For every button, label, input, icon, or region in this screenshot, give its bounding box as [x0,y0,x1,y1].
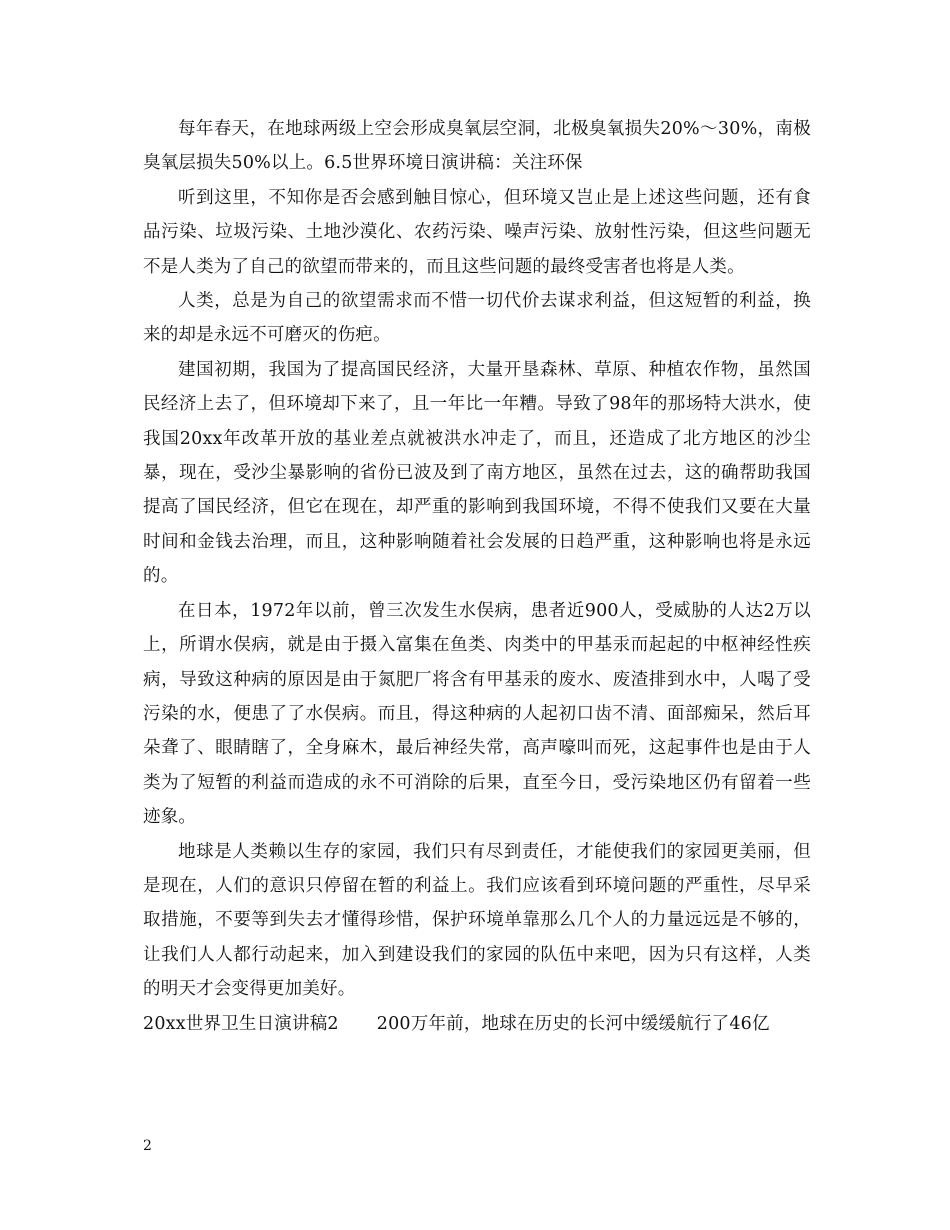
paragraph-pollution: 听到这里，不知你是否会感到触目惊心，但环境又岂止是上述这些问题，还有食品污染、垃圾污染、土地沙漠化、农药污染、噪声污染、放射性污染，但这些问题无不是人类为了自己的欲望而带来的，而且这些问题的最终受害者也将是人类。 [143,187,811,277]
document-body [143,112,811,1041]
paragraph-human-desire: 人类，总是为自己的欲望需求而不惜一切代价去谋求利益，但这短暂的利益，换来的却是永远不可磨灭的伤疤。 [143,291,811,346]
paragraph-national-economy: 建国初期，我国为了提高国民经济，大量开垦森林、草原、种植农作物，虽然国民经济上去了，但环境却下来了，且一年比一年糟。导致了98年的那场特大洪水，使我国20xx年改革开放的基业差点就被洪水冲走了，而且，还造成了北方地区的沙尘暴，现在，受沙尘暴影响的省份已波及到了南方地区，虽然在过去，这的确帮助我国提高了国民经济，但它在现在，却严重的影响到我国环境，不得不使我们又要在大量时间和金钱去治理，而且，这种影响随着社会发展的日趋严重，这种影响也将是永远的。 [143,359,811,587]
next-speech-heading: 20xx世界卫生日演讲稿2 [143,1013,339,1034]
next-speech-line [143,1007,811,1041]
page-number: 2 [143,1138,152,1154]
paragraph-home-earth: 地球是人类赖以生存的家园，我们只有尽到责任，才能使我们的家园更美丽，但是现在，人们的意识只停留在暂的利益上。我们应该看到环境问题的严重性，尽早采取措施，不要等到失去才懂得珍惜，保护环境单靠那么几个人的力量远远是不够的，让我们人人都行动起来，加入到建设我们的家园的队伍中来吧，因为只有这样，人类的明天才会变得更加美好。 [143,841,811,1000]
paragraph-ozone: 每年春天，在地球两级上空会形成臭氧层空洞，北极臭氧损失20%～30%，南极臭氧层损失50%以上。6.5世界环境日演讲稿：关注环保 [143,119,811,174]
paragraph-minamata: 在日本，1972年以前，曾三次发生水俣病，患者近900人，受威胁的人达2万以上，所谓水俣病，就是由于摄入富集在鱼类、肉类中的甲基汞而起起的中枢神经性疾病，导致这种病的原因是由于氮肥厂将含有甲基汞的废水、废渣排到水中，人喝了受污染的水，便患了了水俣病。而且，得这种病的人起初口齿不清、面部痴呆，然后耳朵聋了、眼睛瞎了，全身麻木，最后神经失常，高声嚎叫而死，这起事件也是由于人类为了短暂的利益而造成的永不可消除的后果，直至今日，受污染地区仍有留着一些迹象。 [143,600,811,828]
next-speech-opening: 200万年前，地球在历史的长河中缓缓航行了46亿 [376,1013,770,1034]
